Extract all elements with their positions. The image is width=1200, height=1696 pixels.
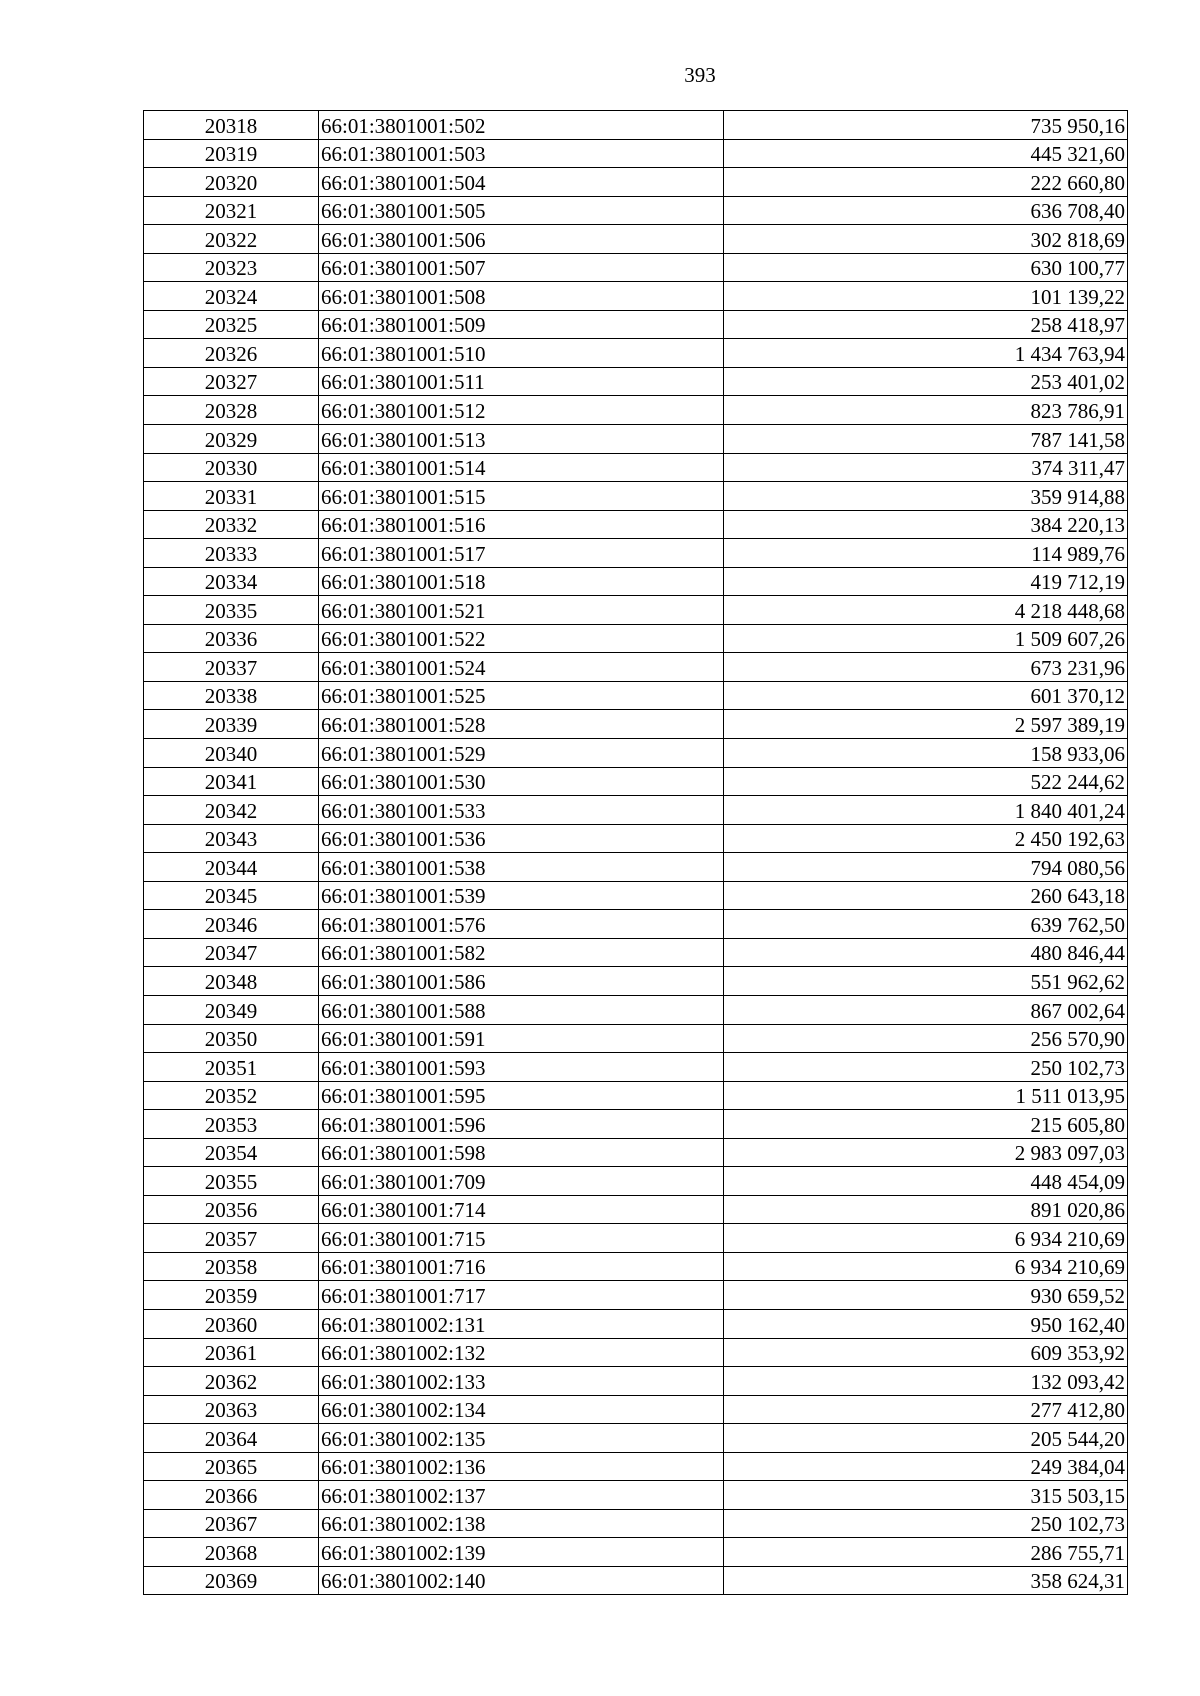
table-row [144, 1424, 1128, 1453]
table-row [144, 1224, 1128, 1253]
table-row [144, 1566, 1128, 1595]
cadastral-value-cell: 256 570,90 [724, 1024, 1128, 1053]
cadastral-number-cell: 66:01:3801001:510 [319, 339, 724, 368]
table-row [144, 653, 1128, 682]
table-row [144, 282, 1128, 311]
table-row [144, 710, 1128, 739]
cadastral-value-cell: 286 755,71 [724, 1538, 1128, 1567]
cadastral-number-cell: 66:01:3801001:508 [319, 282, 724, 311]
table-row [144, 310, 1128, 339]
cadastral-value-cell: 794 080,56 [724, 853, 1128, 882]
table-row [144, 910, 1128, 939]
cadastral-value-cell: 2 450 192,63 [724, 824, 1128, 853]
cadastral-value-cell: 787 141,58 [724, 425, 1128, 454]
cadastral-value-cell: 930 659,52 [724, 1281, 1128, 1310]
cadastral-number-cell: 66:01:3801002:133 [319, 1367, 724, 1396]
table-row [144, 1167, 1128, 1196]
cadastral-value-cell: 358 624,31 [724, 1566, 1128, 1595]
cadastral-value-cell: 445 321,60 [724, 139, 1128, 168]
cadastral-value-cell: 277 412,80 [724, 1395, 1128, 1424]
table-row [144, 1395, 1128, 1424]
row-number-cell: 20335 [144, 596, 319, 625]
cadastral-number-cell: 66:01:3801001:598 [319, 1138, 724, 1167]
table-row [144, 596, 1128, 625]
table-row [144, 196, 1128, 225]
cadastral-number-cell: 66:01:3801002:132 [319, 1338, 724, 1367]
row-number-cell: 20358 [144, 1252, 319, 1281]
cadastral-number-cell: 66:01:3801001:715 [319, 1224, 724, 1253]
row-number-cell: 20362 [144, 1367, 319, 1396]
table-row [144, 225, 1128, 254]
cadastral-number-cell: 66:01:3801002:134 [319, 1395, 724, 1424]
row-number-cell: 20338 [144, 681, 319, 710]
table-row [144, 881, 1128, 910]
cadastral-number-cell: 66:01:3801001:530 [319, 767, 724, 796]
cadastral-number-cell: 66:01:3801001:576 [319, 910, 724, 939]
row-number-cell: 20343 [144, 824, 319, 853]
cadastral-value-table [143, 110, 1128, 1595]
cadastral-number-cell: 66:01:3801001:539 [319, 881, 724, 910]
table-row [144, 425, 1128, 454]
row-number-cell: 20334 [144, 567, 319, 596]
table-row [144, 1481, 1128, 1510]
cadastral-number-cell: 66:01:3801001:536 [319, 824, 724, 853]
cadastral-value-cell: 1 434 763,94 [724, 339, 1128, 368]
row-number-cell: 20333 [144, 539, 319, 568]
cadastral-number-cell: 66:01:3801001:518 [319, 567, 724, 596]
table-row [144, 539, 1128, 568]
cadastral-value-cell: 6 934 210,69 [724, 1224, 1128, 1253]
table-row [144, 624, 1128, 653]
row-number-cell: 20345 [144, 881, 319, 910]
row-number-cell: 20346 [144, 910, 319, 939]
cadastral-number-cell: 66:01:3801001:533 [319, 796, 724, 825]
table-row [144, 339, 1128, 368]
row-number-cell: 20352 [144, 1081, 319, 1110]
cadastral-number-cell: 66:01:3801001:525 [319, 681, 724, 710]
cadastral-number-cell: 66:01:3801001:529 [319, 739, 724, 768]
table-row [144, 510, 1128, 539]
table-row [144, 453, 1128, 482]
table-row [144, 853, 1128, 882]
cadastral-number-cell: 66:01:3801002:137 [319, 1481, 724, 1510]
cadastral-value-cell: 2 983 097,03 [724, 1138, 1128, 1167]
cadastral-value-cell: 249 384,04 [724, 1452, 1128, 1481]
table-body [144, 111, 1128, 1595]
cadastral-value-cell: 636 708,40 [724, 196, 1128, 225]
row-number-cell: 20331 [144, 482, 319, 511]
row-number-cell: 20367 [144, 1509, 319, 1538]
cadastral-number-cell: 66:01:3801001:514 [319, 453, 724, 482]
row-number-cell: 20368 [144, 1538, 319, 1567]
table-row [144, 739, 1128, 768]
cadastral-number-cell: 66:01:3801001:516 [319, 510, 724, 539]
row-number-cell: 20327 [144, 367, 319, 396]
table-row [144, 1053, 1128, 1082]
table-row [144, 396, 1128, 425]
row-number-cell: 20344 [144, 853, 319, 882]
cadastral-value-cell: 359 914,88 [724, 482, 1128, 511]
cadastral-value-cell: 315 503,15 [724, 1481, 1128, 1510]
cadastral-number-cell: 66:01:3801002:140 [319, 1566, 724, 1595]
cadastral-value-cell: 673 231,96 [724, 653, 1128, 682]
cadastral-value-cell: 205 544,20 [724, 1424, 1128, 1453]
cadastral-number-cell: 66:01:3801001:504 [319, 168, 724, 197]
row-number-cell: 20350 [144, 1024, 319, 1053]
cadastral-number-cell: 66:01:3801001:596 [319, 1110, 724, 1139]
cadastral-value-cell: 101 139,22 [724, 282, 1128, 311]
cadastral-value-cell: 384 220,13 [724, 510, 1128, 539]
table-row [144, 1452, 1128, 1481]
cadastral-number-cell: 66:01:3801001:506 [319, 225, 724, 254]
table-row [144, 1509, 1128, 1538]
cadastral-value-cell: 639 762,50 [724, 910, 1128, 939]
cadastral-value-cell: 4 218 448,68 [724, 596, 1128, 625]
cadastral-number-cell: 66:01:3801002:138 [319, 1509, 724, 1538]
table-row [144, 111, 1128, 140]
cadastral-value-cell: 158 933,06 [724, 739, 1128, 768]
table-row [144, 482, 1128, 511]
cadastral-number-cell: 66:01:3801001:593 [319, 1053, 724, 1082]
cadastral-value-cell: 2 597 389,19 [724, 710, 1128, 739]
cadastral-value-cell: 1 511 013,95 [724, 1081, 1128, 1110]
cadastral-value-cell: 419 712,19 [724, 567, 1128, 596]
cadastral-number-cell: 66:01:3801002:131 [319, 1309, 724, 1338]
table-row [144, 995, 1128, 1024]
row-number-cell: 20323 [144, 253, 319, 282]
row-number-cell: 20353 [144, 1110, 319, 1139]
cadastral-number-cell: 66:01:3801001:524 [319, 653, 724, 682]
cadastral-number-cell: 66:01:3801001:505 [319, 196, 724, 225]
table-row [144, 1138, 1128, 1167]
row-number-cell: 20366 [144, 1481, 319, 1510]
cadastral-value-cell: 609 353,92 [724, 1338, 1128, 1367]
cadastral-value-cell: 222 660,80 [724, 168, 1128, 197]
cadastral-value-cell: 480 846,44 [724, 938, 1128, 967]
row-number-cell: 20328 [144, 396, 319, 425]
cadastral-number-cell: 66:01:3801002:136 [319, 1452, 724, 1481]
row-number-cell: 20360 [144, 1309, 319, 1338]
table-row [144, 139, 1128, 168]
row-number-cell: 20332 [144, 510, 319, 539]
row-number-cell: 20322 [144, 225, 319, 254]
cadastral-value-cell: 215 605,80 [724, 1110, 1128, 1139]
cadastral-number-cell: 66:01:3801001:709 [319, 1167, 724, 1196]
cadastral-number-cell: 66:01:3801001:509 [319, 310, 724, 339]
cadastral-value-cell: 891 020,86 [724, 1195, 1128, 1224]
table-row [144, 824, 1128, 853]
cadastral-number-cell: 66:01:3801001:517 [319, 539, 724, 568]
cadastral-value-cell: 1 840 401,24 [724, 796, 1128, 825]
cadastral-number-cell: 66:01:3801001:538 [319, 853, 724, 882]
cadastral-value-cell: 250 102,73 [724, 1053, 1128, 1082]
row-number-cell: 20369 [144, 1566, 319, 1595]
row-number-cell: 20365 [144, 1452, 319, 1481]
table-row [144, 796, 1128, 825]
row-number-cell: 20325 [144, 310, 319, 339]
row-number-cell: 20321 [144, 196, 319, 225]
table-row [144, 967, 1128, 996]
row-number-cell: 20361 [144, 1338, 319, 1367]
table-row [144, 1367, 1128, 1396]
row-number-cell: 20330 [144, 453, 319, 482]
cadastral-number-cell: 66:01:3801001:522 [319, 624, 724, 653]
row-number-cell: 20341 [144, 767, 319, 796]
cadastral-value-cell: 551 962,62 [724, 967, 1128, 996]
cadastral-value-cell: 735 950,16 [724, 111, 1128, 140]
cadastral-number-cell: 66:01:3801001:595 [319, 1081, 724, 1110]
row-number-cell: 20339 [144, 710, 319, 739]
cadastral-number-cell: 66:01:3801002:139 [319, 1538, 724, 1567]
cadastral-number-cell: 66:01:3801001:591 [319, 1024, 724, 1053]
cadastral-value-cell: 522 244,62 [724, 767, 1128, 796]
row-number-cell: 20354 [144, 1138, 319, 1167]
row-number-cell: 20357 [144, 1224, 319, 1253]
cadastral-value-cell: 374 311,47 [724, 453, 1128, 482]
row-number-cell: 20364 [144, 1424, 319, 1453]
cadastral-number-cell: 66:01:3801001:521 [319, 596, 724, 625]
table-row [144, 567, 1128, 596]
table-row [144, 1309, 1128, 1338]
table-row [144, 767, 1128, 796]
cadastral-value-cell: 601 370,12 [724, 681, 1128, 710]
row-number-cell: 20320 [144, 168, 319, 197]
cadastral-value-cell: 114 989,76 [724, 539, 1128, 568]
table-row [144, 168, 1128, 197]
cadastral-number-cell: 66:01:3801001:507 [319, 253, 724, 282]
cadastral-number-cell: 66:01:3801001:588 [319, 995, 724, 1024]
cadastral-number-cell: 66:01:3801001:716 [319, 1252, 724, 1281]
cadastral-number-cell: 66:01:3801001:502 [319, 111, 724, 140]
cadastral-value-cell: 132 093,42 [724, 1367, 1128, 1396]
cadastral-number-cell: 66:01:3801001:513 [319, 425, 724, 454]
row-number-cell: 20319 [144, 139, 319, 168]
cadastral-number-cell: 66:01:3801001:582 [319, 938, 724, 967]
row-number-cell: 20340 [144, 739, 319, 768]
cadastral-value-cell: 630 100,77 [724, 253, 1128, 282]
row-number-cell: 20337 [144, 653, 319, 682]
cadastral-value-cell: 6 934 210,69 [724, 1252, 1128, 1281]
row-number-cell: 20348 [144, 967, 319, 996]
cadastral-number-cell: 66:01:3801001:528 [319, 710, 724, 739]
cadastral-value-cell: 867 002,64 [724, 995, 1128, 1024]
page-number: 393 [684, 63, 716, 87]
table-row [144, 1024, 1128, 1053]
row-number-cell: 20356 [144, 1195, 319, 1224]
table-row [144, 1338, 1128, 1367]
row-number-cell: 20336 [144, 624, 319, 653]
cadastral-value-cell: 260 643,18 [724, 881, 1128, 910]
cadastral-number-cell: 66:01:3801001:511 [319, 367, 724, 396]
row-number-cell: 20355 [144, 1167, 319, 1196]
row-number-cell: 20347 [144, 938, 319, 967]
table-row [144, 1538, 1128, 1567]
table-row [144, 1195, 1128, 1224]
table-row [144, 1081, 1128, 1110]
cadastral-value-cell: 448 454,09 [724, 1167, 1128, 1196]
cadastral-value-cell: 258 418,97 [724, 310, 1128, 339]
row-number-cell: 20363 [144, 1395, 319, 1424]
table-row [144, 681, 1128, 710]
row-number-cell: 20349 [144, 995, 319, 1024]
cadastral-value-cell: 302 818,69 [724, 225, 1128, 254]
cadastral-value-cell: 823 786,91 [724, 396, 1128, 425]
cadastral-value-cell: 250 102,73 [724, 1509, 1128, 1538]
row-number-cell: 20318 [144, 111, 319, 140]
cadastral-number-cell: 66:01:3801001:515 [319, 482, 724, 511]
cadastral-number-cell: 66:01:3801001:503 [319, 139, 724, 168]
table-row [144, 938, 1128, 967]
table-row [144, 367, 1128, 396]
cadastral-value-cell: 1 509 607,26 [724, 624, 1128, 653]
table-row [144, 253, 1128, 282]
cadastral-number-cell: 66:01:3801001:512 [319, 396, 724, 425]
table-row [144, 1281, 1128, 1310]
cadastral-value-cell: 950 162,40 [724, 1309, 1128, 1338]
cadastral-number-cell: 66:01:3801001:714 [319, 1195, 724, 1224]
cadastral-number-cell: 66:01:3801001:586 [319, 967, 724, 996]
row-number-cell: 20326 [144, 339, 319, 368]
row-number-cell: 20351 [144, 1053, 319, 1082]
cadastral-value-cell: 253 401,02 [724, 367, 1128, 396]
row-number-cell: 20342 [144, 796, 319, 825]
cadastral-number-cell: 66:01:3801002:135 [319, 1424, 724, 1453]
row-number-cell: 20329 [144, 425, 319, 454]
cadastral-number-cell: 66:01:3801001:717 [319, 1281, 724, 1310]
table-row [144, 1110, 1128, 1139]
table-row [144, 1252, 1128, 1281]
row-number-cell: 20359 [144, 1281, 319, 1310]
row-number-cell: 20324 [144, 282, 319, 311]
